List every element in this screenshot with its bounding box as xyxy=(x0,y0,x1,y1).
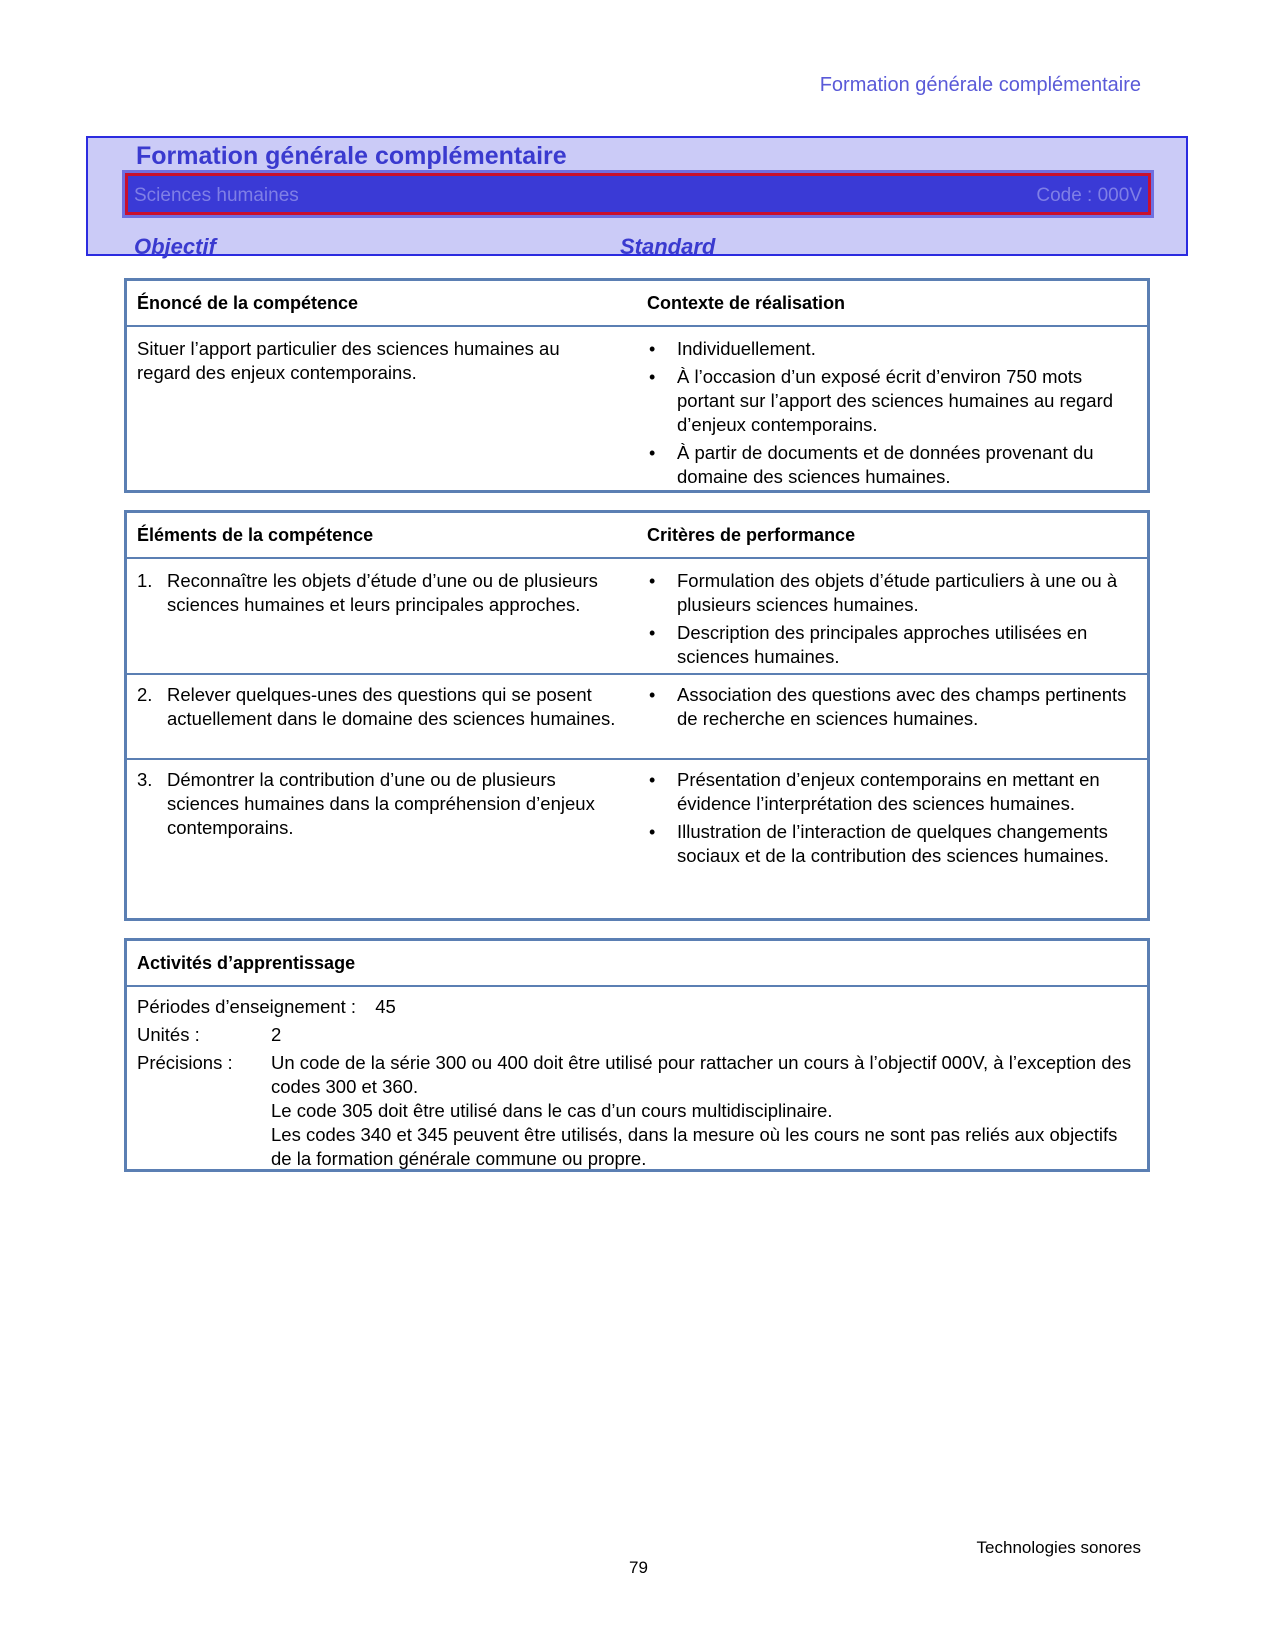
precision-item: Les codes 340 et 345 peuvent être utilisés, dans la mesure où les cours ne sont pas reliés aux objectifs de la formation générale commune ou propre. xyxy=(271,1124,1118,1169)
title-block xyxy=(86,136,1188,259)
element-row xyxy=(127,673,1147,758)
activities-box xyxy=(124,938,1150,1172)
units-label: Unités : xyxy=(137,1024,200,1045)
competence-box-header xyxy=(127,281,1147,327)
competence-box xyxy=(124,278,1150,493)
running-header: Formation générale complémentaire xyxy=(819,74,1141,96)
element-number: 2. xyxy=(137,684,153,705)
context-item: • À partir de documents et de données provenant du domaine des sciences humaines. xyxy=(647,441,1137,489)
context-item: • Individuellement. xyxy=(647,337,1137,361)
criteria-list xyxy=(647,683,1137,735)
element-text: Reconnaître les objets d’étude d’une ou de plusieurs sciences humaines et leurs principales approches. xyxy=(167,570,598,615)
precisions-list xyxy=(271,1051,1141,1171)
context-list xyxy=(647,337,1137,493)
page-title: Formation générale complémentaire xyxy=(136,142,567,170)
discipline-bar xyxy=(125,173,1151,215)
precision-item: Le code 305 doit être utilisé dans le cas d’un cours multidisciplinaire. xyxy=(271,1100,833,1121)
discipline-name: Sciences humaines xyxy=(134,185,299,206)
element-row xyxy=(127,559,1147,673)
objective-code: Code : 000V xyxy=(1036,185,1142,206)
criteria-list xyxy=(647,569,1137,673)
context-item: • À l’occasion d’un exposé écrit d’environ 750 mots portant sur l’apport des sciences humaines au regard d’enjeux contemporains. xyxy=(647,365,1137,437)
criteria-list xyxy=(647,768,1137,872)
criteria-column-heading: Critères de performance xyxy=(647,525,856,545)
page-number: 79 xyxy=(629,1558,648,1577)
criterion-item: • Formulation des objets d’étude particuliers à une ou à plusieurs sciences humaines. xyxy=(647,569,1137,617)
criterion-item: • Association des questions avec des champs pertinents de recherche en sciences humaines. xyxy=(647,683,1137,731)
activities-box-header xyxy=(127,941,1147,987)
criterion-item: • Présentation d’enjeux contemporains en mettant en évidence l’interprétation des sciences humaines. xyxy=(647,768,1137,816)
element-number: 3. xyxy=(137,769,153,790)
element-text: Relever quelques-unes des questions qui se posent actuellement dans le domaine des sciences humaines. xyxy=(167,684,616,729)
elements-box-header xyxy=(127,513,1147,559)
element-text: Démontrer la contribution d’une ou de plusieurs sciences humaines dans la compréhension d’enjeux contemporains. xyxy=(167,769,595,838)
units-value: 2 xyxy=(271,1024,282,1045)
periods-label: Périodes d’enseignement : xyxy=(137,996,357,1017)
elements-box xyxy=(124,510,1150,921)
competence-statement: Situer l’apport particulier des sciences humaines au regard des enjeux contemporains. xyxy=(137,338,560,383)
elements-column-heading: Éléments de la compétence xyxy=(137,525,374,545)
standard-heading: Standard xyxy=(620,234,716,259)
precision-item: Un code de la série 300 ou 400 doit être utilisé pour rattacher un cours à l’objectif 000V, à l’exception des codes 300 et 360. xyxy=(271,1052,1132,1097)
criterion-item: • Illustration de l’interaction de quelques changements sociaux et de la contribution des sciences humaines. xyxy=(647,820,1137,868)
footer-program: Technologies sonores xyxy=(976,1538,1141,1557)
element-row xyxy=(127,758,1147,921)
precisions-label: Précisions : xyxy=(137,1052,233,1073)
competence-row xyxy=(127,327,1147,492)
periods-value: 45 xyxy=(375,996,396,1017)
context-column-heading: Contexte de réalisation xyxy=(647,293,846,313)
periods-line xyxy=(137,995,396,1019)
objectif-heading: Objectif xyxy=(134,234,216,259)
criterion-item: • Description des principales approches utilisées en sciences humaines. xyxy=(647,621,1137,669)
units-line xyxy=(137,1023,281,1047)
element-number: 1. xyxy=(137,570,153,591)
activities-heading: Activités d’apprentissage xyxy=(137,953,356,973)
statement-column-heading: Énoncé de la compétence xyxy=(137,293,359,313)
